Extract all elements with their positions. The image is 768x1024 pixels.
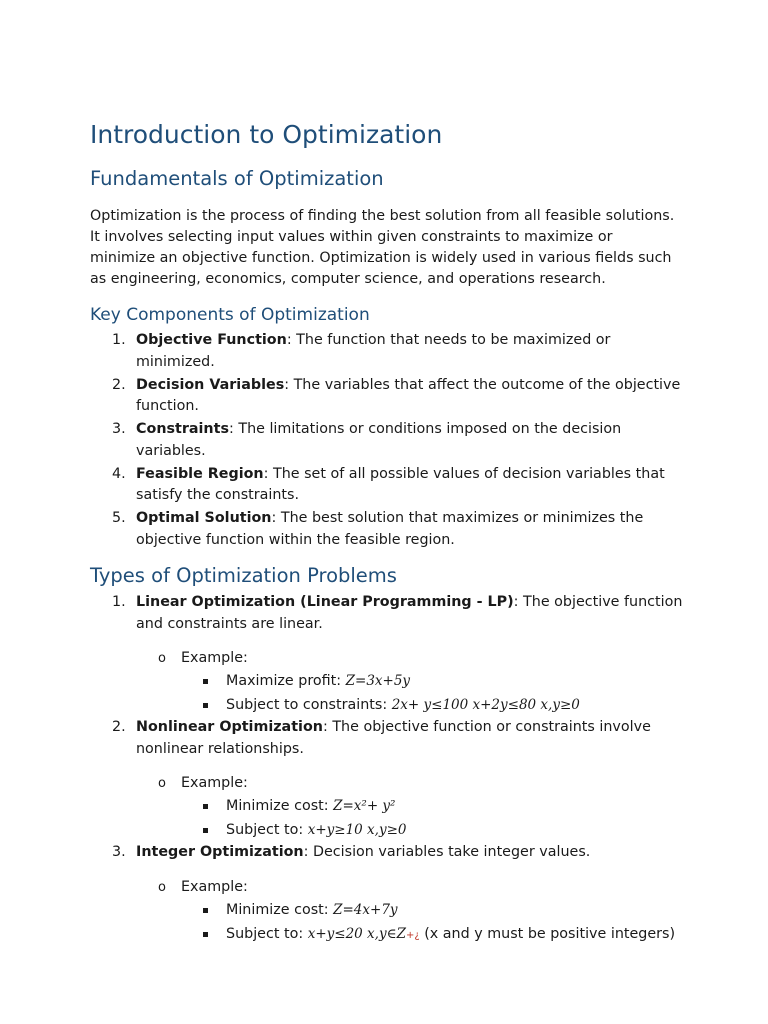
bullet-label: Maximize profit: bbox=[226, 673, 346, 689]
list-item bbox=[90, 419, 690, 462]
term-description: : The variables that affect the outcome of the objective function. bbox=[136, 376, 681, 414]
spellcheck-mark: +¿ bbox=[405, 929, 420, 941]
subsection-heading-components: Key Components of Optimization bbox=[90, 305, 370, 325]
example-bullet bbox=[90, 922, 690, 948]
example-bullet bbox=[90, 669, 690, 693]
list-number: 5. bbox=[112, 510, 126, 526]
term: Optimal Solution bbox=[136, 510, 272, 526]
section-heading-types: Types of Optimization Problems bbox=[90, 564, 397, 587]
term: Feasible Region bbox=[136, 465, 264, 482]
list-number: 3. bbox=[112, 844, 126, 860]
types-list bbox=[90, 717, 690, 760]
term-description: : The function that needs to be maximized or minimized. bbox=[136, 332, 611, 370]
term-description: : The objective function or constraints involve nonlinear relationships. bbox=[136, 719, 651, 757]
bullet-label: Subject to: bbox=[226, 925, 308, 942]
math-expression: Z=x²+ y² bbox=[333, 798, 396, 814]
circle-bullet-icon: o bbox=[158, 651, 166, 666]
math-expression: 2x+ y≤100 x+2y≤80 x,y≥0 bbox=[391, 697, 580, 713]
list-number: 2. bbox=[112, 719, 126, 735]
list-number: 3. bbox=[112, 421, 126, 437]
math-expression: x+y≥10 x,y≥0 bbox=[307, 822, 407, 838]
square-bullet-icon bbox=[203, 804, 208, 809]
bullet-suffix: (x and y must be positive integers) bbox=[419, 925, 676, 942]
term-description: : Decision variables take integer values. bbox=[303, 844, 591, 860]
square-bullet-icon bbox=[203, 703, 208, 708]
math-expression: Z=3x+5y bbox=[345, 673, 411, 689]
term-description: : The best solution that maximizes or minimizes the objective function within the feasible region. bbox=[136, 510, 644, 548]
term: Decision Variables bbox=[136, 376, 285, 393]
list-item bbox=[90, 592, 690, 635]
term: Linear Optimization (Linear Programming - LP) bbox=[136, 594, 514, 610]
list-item bbox=[90, 842, 690, 864]
bullet-label: Minimize cost: bbox=[226, 901, 334, 918]
example-item bbox=[90, 648, 690, 669]
bullet-label: Subject to: bbox=[226, 822, 308, 838]
term: Constraints bbox=[136, 421, 229, 437]
term: Nonlinear Optimization bbox=[136, 719, 323, 735]
math-expression: Z=4x+7y bbox=[333, 901, 398, 918]
term-description: : The set of all possible values of decision variables that satisfy the constraints. bbox=[136, 465, 665, 503]
math-expression: x+y≤20 x,y∈Z bbox=[307, 925, 406, 942]
circle-bullet-icon: o bbox=[158, 879, 166, 895]
square-bullet-icon bbox=[203, 679, 208, 684]
circle-bullet-icon: o bbox=[158, 776, 166, 791]
example-bullet bbox=[90, 794, 690, 818]
bullet-label: Subject to constraints: bbox=[226, 697, 392, 713]
types-list bbox=[90, 592, 690, 635]
list-item bbox=[90, 508, 690, 551]
example-label: Example: bbox=[181, 878, 248, 895]
term-description: : The objective function and constraints are linear. bbox=[136, 594, 683, 632]
types-list bbox=[90, 842, 690, 864]
components-list bbox=[90, 330, 690, 551]
list-item bbox=[90, 464, 690, 507]
list-number: 1. bbox=[112, 332, 126, 348]
square-bullet-icon bbox=[203, 932, 208, 937]
example-label: Example: bbox=[181, 650, 248, 666]
example-item bbox=[90, 773, 690, 794]
example-item bbox=[90, 877, 690, 898]
term: Objective Function bbox=[136, 332, 287, 348]
square-bullet-icon bbox=[203, 828, 208, 833]
document-content bbox=[90, 117, 690, 948]
page-title: Introduction to Optimization bbox=[90, 120, 443, 149]
section-heading-fundamentals: Fundamentals of Optimization bbox=[90, 167, 384, 190]
list-item bbox=[90, 717, 690, 760]
square-bullet-icon bbox=[203, 908, 208, 913]
term-description: : The limitations or conditions imposed on the decision variables. bbox=[136, 421, 622, 459]
list-item bbox=[90, 330, 690, 373]
example-bullet bbox=[90, 818, 690, 842]
example-bullet bbox=[90, 693, 690, 717]
list-number: 4. bbox=[112, 465, 126, 482]
intro-paragraph: Optimization is the process of finding the best solution from all feasible solutions. It involves selecting input values within given constraints to maximize or minimize an objective function. Optimization is widely used in various fields such as engineering, economics, computer science, and operations research. bbox=[90, 208, 675, 287]
example-bullet bbox=[90, 898, 690, 922]
list-number: 1. bbox=[112, 594, 126, 610]
example-label: Example: bbox=[181, 775, 248, 791]
bullet-label: Minimize cost: bbox=[226, 798, 334, 814]
term: Integer Optimization bbox=[136, 844, 304, 860]
list-number: 2. bbox=[112, 376, 126, 393]
list-item bbox=[90, 375, 690, 418]
